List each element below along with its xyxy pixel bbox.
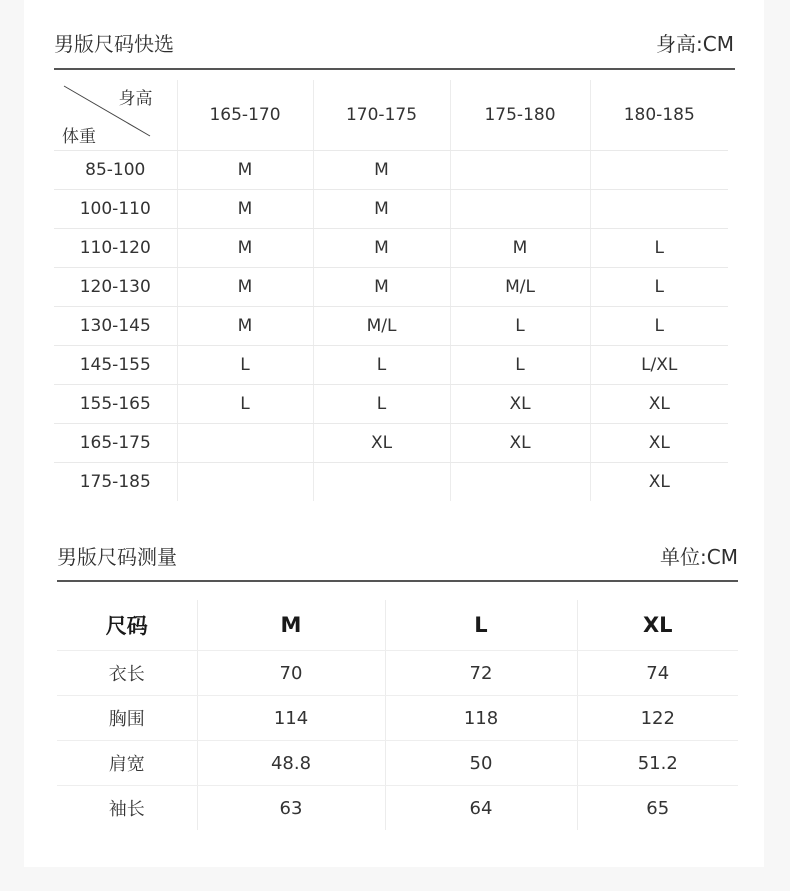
size-guide-card	[24, 0, 764, 867]
corner-cell	[54, 80, 177, 151]
measure-label-cell: 袖长	[108, 799, 145, 820]
size-cell: L	[450, 346, 590, 385]
weight-range-cell: 85-100	[54, 151, 177, 190]
size-cell: M	[177, 307, 313, 346]
table-row	[54, 463, 728, 502]
size-cell: M/L	[313, 307, 450, 346]
size-cell	[450, 190, 590, 229]
size-cell: L	[313, 385, 450, 424]
measure-value-cell: 48.8	[197, 741, 385, 786]
header-cell: L	[385, 600, 577, 651]
table-row	[54, 424, 728, 463]
measure-value-cell: 122	[577, 696, 738, 741]
weight-range-cell: 120-130	[54, 268, 177, 307]
measure-value-cell: 64	[385, 786, 577, 831]
weight-range-cell: 100-110	[54, 190, 177, 229]
measure-value-cell: 74	[577, 651, 738, 696]
size-cell: M	[313, 190, 450, 229]
size-cell	[177, 424, 313, 463]
quick-size-divider	[54, 68, 735, 70]
measure-value-cell: 65	[577, 786, 738, 831]
size-cell: M	[177, 229, 313, 268]
size-cell: L	[313, 346, 450, 385]
table-row	[54, 307, 728, 346]
size-cell: M	[177, 190, 313, 229]
measure-title: 男版尺码测量	[57, 545, 177, 569]
size-cell	[450, 463, 590, 502]
measure-label-cell: 胸围	[57, 696, 197, 741]
table-row	[57, 651, 738, 696]
table-row	[54, 151, 728, 190]
size-cell: XL	[590, 424, 728, 463]
header-cell: M	[197, 600, 385, 651]
height-col-header: 170-175	[313, 80, 450, 151]
weight-range-cell: 130-145	[54, 307, 177, 346]
size-cell	[450, 151, 590, 190]
measure-value-cell: 51.2	[577, 741, 738, 786]
height-col-header: 165-170	[177, 80, 313, 151]
weight-range-cell: 145-155	[54, 346, 177, 385]
header-cell: XL	[577, 600, 738, 651]
size-cell: XL	[450, 424, 590, 463]
measure-value-cell: 72	[385, 651, 577, 696]
table-row	[54, 268, 728, 307]
measure-value-cell: 118	[385, 696, 577, 741]
size-cell: M/L	[450, 268, 590, 307]
header-cell: 尺码	[57, 600, 197, 651]
measure-divider	[57, 580, 738, 582]
weight-range-cell: 110-120	[54, 229, 177, 268]
weight-range-cell: 155-165	[54, 385, 177, 424]
size-cell: M	[450, 229, 590, 268]
size-cell: L	[177, 346, 313, 385]
measure-label-cell: 衣长	[57, 651, 197, 696]
measure-value-cell: 63	[197, 786, 385, 831]
size-cell: M	[313, 151, 450, 190]
weight-range-cell: 165-175	[54, 424, 177, 463]
table-row	[57, 786, 738, 831]
measure-value-cell: 70	[197, 651, 385, 696]
size-cell: XL	[590, 385, 728, 424]
height-col-header: 180-185	[590, 80, 728, 151]
quick-size-table	[54, 80, 728, 501]
size-cell: M	[177, 151, 313, 190]
size-cell: M	[313, 268, 450, 307]
size-cell: L/XL	[590, 346, 728, 385]
size-cell: XL	[590, 463, 728, 502]
size-cell	[590, 151, 728, 190]
measure-label-cell: 肩宽	[57, 741, 197, 786]
weight-range-cell: 175-185	[79, 472, 151, 492]
size-cell: M	[313, 229, 450, 268]
quick-size-unit: 身高:CM	[656, 32, 734, 56]
size-cell: XL	[313, 424, 450, 463]
height-col-header: 175-180	[450, 80, 590, 151]
size-cell: L	[590, 307, 728, 346]
measure-unit: 单位:CM	[660, 545, 738, 569]
size-cell: M	[177, 268, 313, 307]
size-cell: L	[177, 385, 313, 424]
size-cell: L	[590, 268, 728, 307]
measure-value-cell: 114	[197, 696, 385, 741]
measure-value-cell: 50	[385, 741, 577, 786]
measure-header-row	[57, 600, 738, 651]
table-row	[54, 190, 728, 229]
table-row	[54, 229, 728, 268]
size-cell: L	[450, 307, 590, 346]
quick-size-header-row	[54, 80, 728, 151]
table-row	[54, 385, 728, 424]
size-cell	[313, 463, 450, 502]
corner-weight-label: 体重	[62, 127, 96, 147]
size-cell	[177, 463, 313, 502]
size-cell	[590, 190, 728, 229]
size-cell: XL	[450, 385, 590, 424]
table-row	[57, 741, 738, 786]
size-cell: L	[590, 229, 728, 268]
measure-table	[57, 600, 738, 830]
corner-height-label: 身高	[118, 89, 153, 109]
quick-size-title: 男版尺码快选	[54, 32, 174, 56]
table-row	[54, 346, 728, 385]
table-row	[57, 696, 738, 741]
